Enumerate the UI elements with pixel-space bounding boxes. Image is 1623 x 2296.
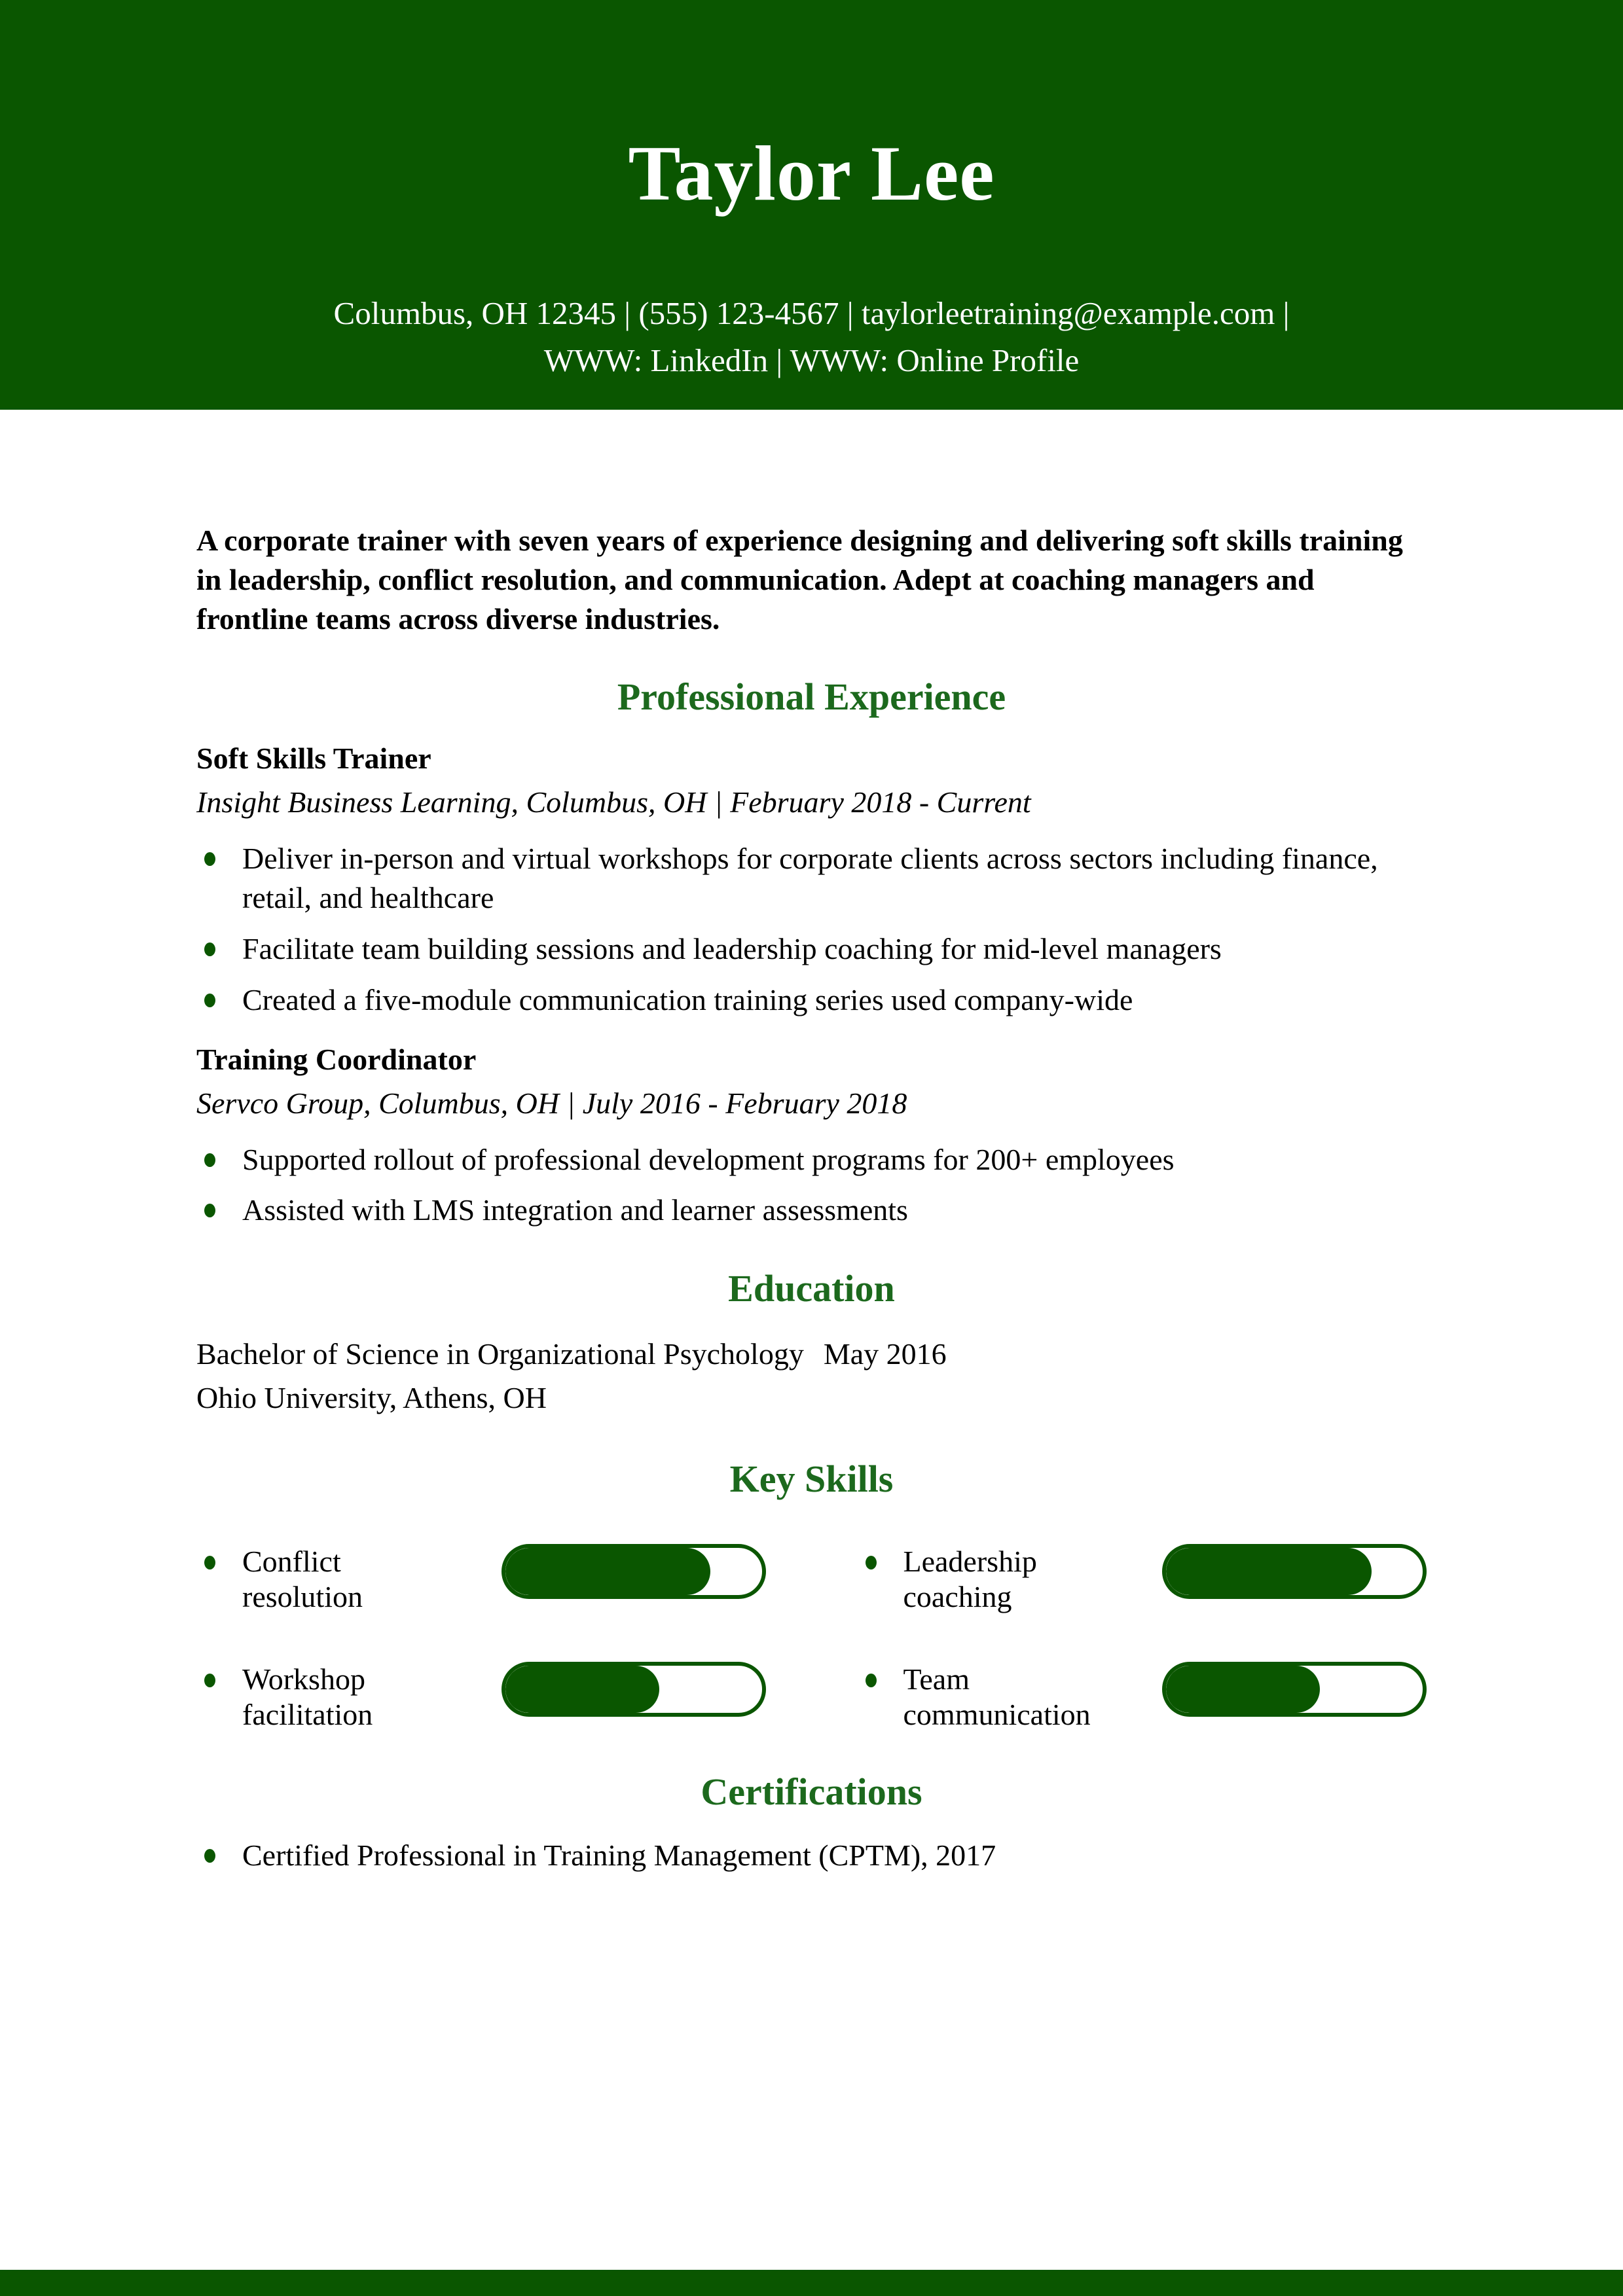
experience-heading: Professional Experience bbox=[617, 675, 1006, 719]
skills-heading: Key Skills bbox=[729, 1457, 894, 1500]
certifications-heading: Certifications bbox=[701, 1770, 922, 1813]
education-heading: Education bbox=[728, 1267, 895, 1310]
degree-date: May 2016 bbox=[823, 1337, 947, 1371]
skill-progress-bar bbox=[1162, 1662, 1427, 1717]
skill-label: Conflict resolution bbox=[196, 1544, 461, 1615]
job-bullet-list bbox=[196, 1140, 1427, 1230]
skill-label: Workshop facilitation bbox=[196, 1662, 461, 1733]
certification-list bbox=[196, 1836, 1427, 1875]
skill-item bbox=[196, 1544, 766, 1615]
section-education bbox=[196, 1266, 1427, 1420]
bullet-item: Deliver in-person and virtual workshops for corporate clients across sectors including finance, retail, and healthcare bbox=[196, 839, 1427, 918]
job-meta: Insight Business Learning, Columbus, OH | February 2018 - Current bbox=[196, 785, 1031, 819]
header-band bbox=[0, 0, 1623, 410]
skill-item bbox=[196, 1662, 766, 1733]
degree-name: Bachelor of Science in Organizational Psychology bbox=[196, 1337, 804, 1371]
skill-label: Leadership coaching bbox=[858, 1544, 1122, 1615]
summary-paragraph: A corporate trainer with seven years of experience designing and delivering soft skills training in leadership, conflict resolution, and communication. Adept at coaching managers and frontline teams across diverse industries. bbox=[196, 524, 1403, 636]
contact-line-1: Columbus, OH 12345 | (555) 123-4567 | taylorleetraining@example.com | bbox=[333, 295, 1290, 331]
education-degree-line bbox=[196, 1333, 1427, 1376]
job-title: Soft Skills Trainer bbox=[196, 742, 431, 776]
contact-line-2: WWW: LinkedIn | WWW: Online Profile bbox=[543, 342, 1080, 379]
skill-progress-fill bbox=[505, 1666, 659, 1713]
footer-band bbox=[0, 2270, 1623, 2296]
bullet-item: Assisted with LMS integration and learner assessments bbox=[196, 1191, 1427, 1230]
skill-item bbox=[858, 1662, 1427, 1733]
skill-progress-fill bbox=[505, 1548, 711, 1595]
skill-progress-bar bbox=[501, 1544, 766, 1599]
job-title: Training Coordinator bbox=[196, 1042, 477, 1076]
section-experience bbox=[196, 675, 1427, 1230]
skill-progress-fill bbox=[1166, 1548, 1372, 1595]
skill-progress-bar bbox=[501, 1662, 766, 1717]
section-skills bbox=[196, 1457, 1427, 1733]
skill-label: Team communication bbox=[858, 1662, 1122, 1733]
bullet-item: Created a five-module communication training series used company-wide bbox=[196, 980, 1427, 1020]
main-content bbox=[0, 521, 1623, 1874]
bullet-item: Certified Professional in Training Management (CPTM), 2017 bbox=[196, 1836, 1427, 1875]
bullet-item: Supported rollout of professional development programs for 200+ employees bbox=[196, 1140, 1427, 1179]
job-entry bbox=[196, 1042, 1427, 1230]
skill-progress-bar bbox=[1162, 1544, 1427, 1599]
skill-item bbox=[858, 1544, 1427, 1615]
skills-grid bbox=[196, 1544, 1427, 1733]
bullet-item: Facilitate team building sessions and leadership coaching for mid-level managers bbox=[196, 929, 1427, 969]
job-meta: Servco Group, Columbus, OH | July 2016 - February 2018 bbox=[196, 1086, 907, 1120]
education-school-line: Ohio University, Athens, OH bbox=[196, 1380, 547, 1414]
job-bullet-list bbox=[196, 839, 1427, 1019]
person-name: Taylor Lee bbox=[628, 130, 995, 217]
job-entry bbox=[196, 741, 1427, 1019]
skill-progress-fill bbox=[1166, 1666, 1320, 1713]
section-certifications bbox=[196, 1770, 1427, 1875]
contact-info bbox=[0, 290, 1623, 384]
